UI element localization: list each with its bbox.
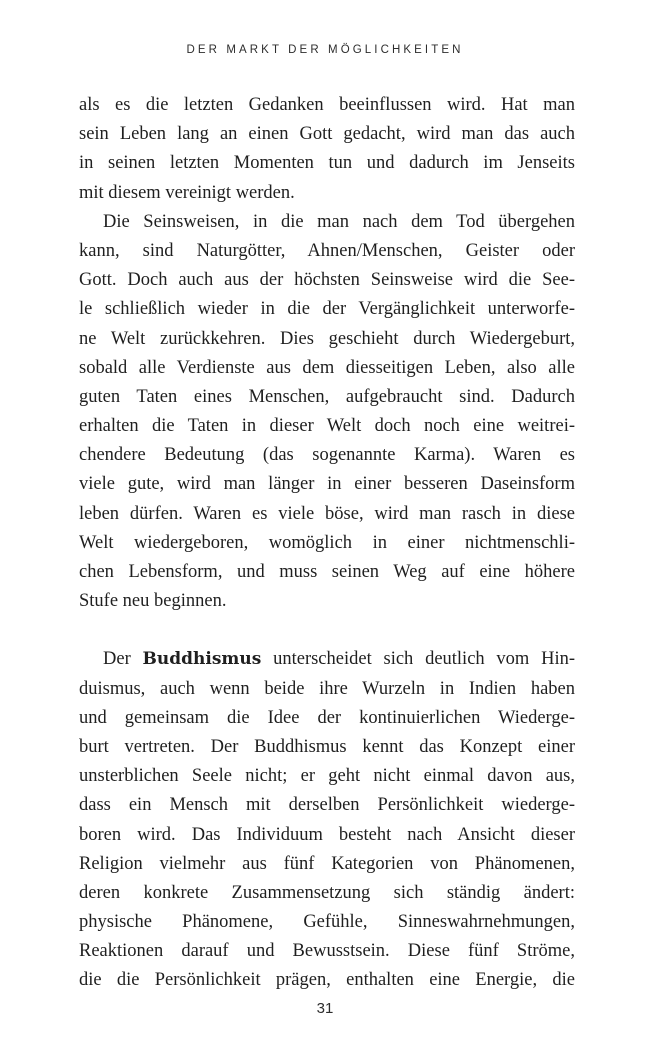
text-line: dass ein Mensch mit derselben Persönlichkeit wiederge-	[79, 795, 575, 816]
text-line: Die Seinsweisen, in die man nach dem Tod übergehen	[103, 211, 575, 232]
text-line: boren wird. Das Individuum besteht nach Ansicht dieser	[79, 824, 575, 845]
text-line: viele gute, wird man länger in einer besseren Daseinsform	[79, 474, 575, 495]
text-line: le schließlich wieder in die der Vergänglichkeit unterworfe-	[79, 299, 575, 320]
text-line: und gemeinsam die Idee der kontinuierlichen Wiederge-	[79, 707, 575, 728]
text-line: Gott. Doch auch aus der höchsten Seinsweise wird die See-	[79, 270, 575, 291]
paragraph-1	[79, 91, 575, 208]
text-line: deren konkrete Zusammensetzung sich ständig ändert:	[79, 882, 575, 903]
paragraph-2	[79, 208, 575, 617]
text-line: in seinen letzten Momenten tun und dadurch im Jenseits	[79, 153, 575, 174]
bold-term-buddhismus: Buddhismus	[142, 649, 262, 670]
text-line: sein Leben lang an einen Gott gedacht, wird man das auch	[79, 124, 575, 145]
running-header: DER MARKT DER MÖGLICHKEITEN	[186, 44, 464, 56]
text-line: chendere Bedeutung (das sogenannte Karma). Waren es	[79, 445, 575, 466]
text-line: kann, sind Naturgötter, Ahnen/Menschen, Geister oder	[79, 240, 575, 261]
text-line: leben dürfen. Waren es viele böse, wird man rasch in diese	[79, 503, 575, 524]
text-line: mit diesem vereinigt werden.	[79, 182, 295, 203]
text-line: burt vertreten. Der Buddhismus kennt das Konzept einer	[79, 736, 575, 757]
text-line: Stufe neu beginnen.	[79, 591, 227, 612]
text-line	[79, 645, 575, 674]
page-number: 31	[316, 1000, 334, 1017]
text-fragment: unterscheidet sich deutlich vom Hin-	[261, 649, 575, 670]
body-text	[79, 91, 575, 996]
text-line: guten Taten eines Menschen, aufgebraucht sind. Dadurch	[79, 386, 575, 407]
text-line: erhalten die Taten in dieser Welt doch noch eine weitrei-	[79, 416, 575, 437]
text-line: Reaktionen darauf und Bewusstsein. Diese fünf Ströme,	[79, 941, 575, 962]
text-line: Religion vielmehr aus fünf Kategorien von Phänomenen,	[79, 853, 575, 874]
paragraph-gap	[79, 616, 575, 645]
text-line: unsterblichen Seele nicht; er geht nicht einmal davon aus,	[79, 766, 575, 787]
text-line: physische Phänomene, Gefühle, Sinneswahrnehmungen,	[79, 912, 575, 933]
paragraph-3	[79, 645, 575, 995]
text-fragment: Der	[103, 649, 143, 670]
text-line: ne Welt zurückkehren. Dies geschieht durch Wiedergeburt,	[79, 328, 575, 349]
text-line: Welt wiedergeboren, womöglich in einer nichtmenschli-	[79, 532, 575, 553]
text-line: die die Persönlichkeit prägen, enthalten eine Energie, die	[79, 970, 575, 991]
text-line: duismus, auch wenn beide ihre Wurzeln in Indien haben	[79, 678, 575, 699]
text-line: sobald alle Verdienste aus dem diesseitigen Leben, also alle	[79, 357, 575, 378]
text-line: chen Lebensform, und muss seinen Weg auf eine höhere	[79, 562, 575, 582]
text-line: als es die letzten Gedanken beeinflussen wird. Hat man	[79, 95, 575, 115]
